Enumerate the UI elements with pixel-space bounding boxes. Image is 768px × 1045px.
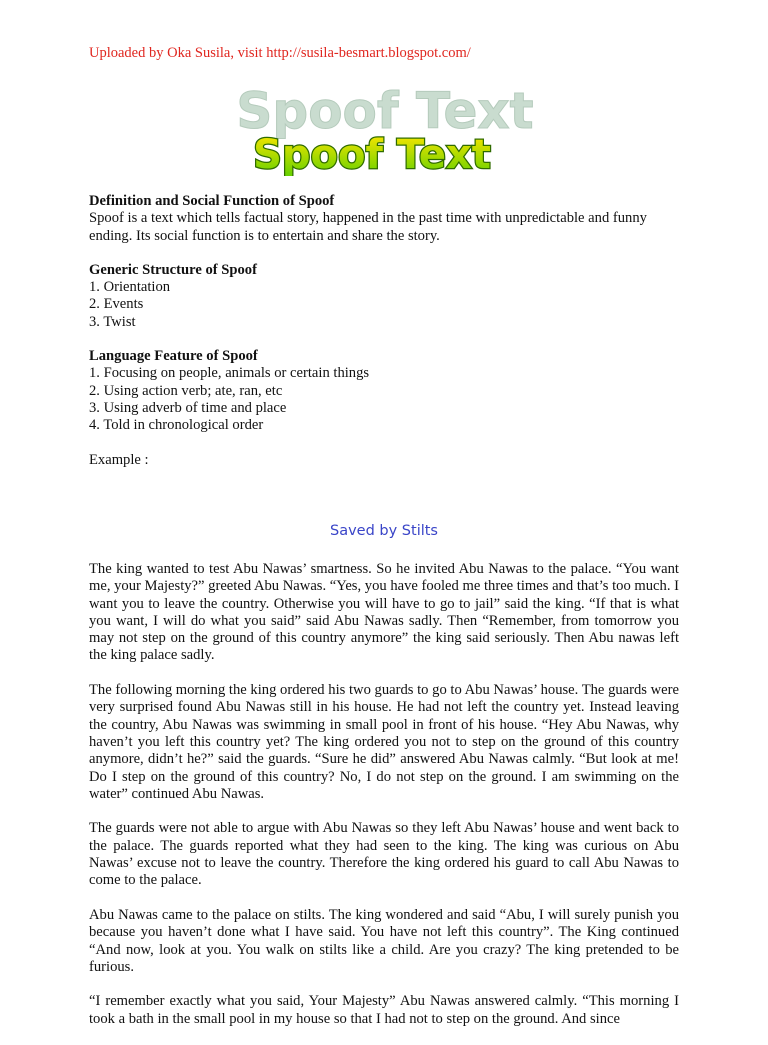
generic-structure-item: 1. Orientation	[89, 279, 171, 296]
language-feature-item: 4. Told in chronological order	[89, 417, 264, 434]
story-paragraph: The guards were not able to argue with Abu Nawas so they left Abu Nawas’ house and went back to the palace. The guards reported what they had seen to the king. The king was curious on Abu Nawas’ excuse not to leave the country. Therefore the king ordered his guard to call Abu Nawas to come to the palace.	[89, 820, 679, 889]
generic-structure-item: 2. Events	[89, 296, 144, 313]
generic-structure-item: 3. Twist	[89, 313, 136, 330]
logo-main-text: Spoof Text	[253, 132, 491, 176]
upload-note: Uploaded by Oka Susila, visit http://susila-besmart.blogspot.com/	[89, 45, 471, 61]
logo-shadow-text: Spoof Text	[236, 84, 534, 140]
language-feature-heading: Language Feature of Spoof	[89, 348, 258, 365]
story-paragraph: Abu Nawas came to the palace on stilts. The king wondered and said “Abu, I will surely punish you because you haven’t done what I have said. You have not left this country”. The King continued “And now, look at you. You walk on stilts like a child. Are you crazy? The king pretended to be furious.	[89, 906, 679, 975]
generic-structure-heading: Generic Structure of Spoof	[89, 261, 257, 278]
story-paragraph: The following morning the king ordered his two guards to go to Abu Nawas’ house. The guards were very surprised found Abu Nawas still in his house. He had not left the country yet. Instead leaving the country, Abu Nawas was swimming in small pool in front of his house. “Hey Abu Nawas, why haven’t you left this country yet? The king ordered you not to step on the ground of this country anymore, didn’t he?” said the guards. “Sure he did” answered Abu Nawas calmly. “But look at me! Do I step on the ground of this country? No, I do not step on the ground. I am swimming on the water” continued Abu Nawas.	[89, 682, 679, 802]
language-feature-item: 1. Focusing on people, animals or certain things	[89, 365, 370, 382]
intro-content	[89, 193, 679, 469]
story-paragraph: “I remember exactly what you said, Your Majesty” Abu Nawas answered calmly. “This morning I took a bath in the small pool in my house so that I had not to step on the ground. And since	[89, 993, 679, 1027]
definition-body: Spoof is a text which tells factual story, happened in the past time with unpredictable and funny ending. Its social function is to entertain and share the story.	[89, 210, 647, 244]
spoof-text-logo	[190, 84, 580, 176]
story-body	[89, 561, 679, 1045]
language-feature-item: 2. Using action verb; ate, ran, etc	[89, 382, 283, 399]
language-feature-item: 3. Using adverb of time and place	[89, 399, 287, 416]
example-label: Example :	[89, 451, 149, 468]
definition-heading: Definition and Social Function of Spoof	[89, 193, 335, 209]
story-title: Saved by Stilts	[330, 523, 438, 539]
spoof-text-logo-art	[190, 84, 580, 176]
story-paragraph: The king wanted to test Abu Nawas’ smartness. So he invited Abu Nawas to the palace. “You want me, your Majesty?” greeted Abu Nawas. “Yes, you have fooled me three times and that’s too much. I want you to leave the country. Otherwise you will have to go to jail” said the king. “If that is what you want, I will do what you said” said Abu Nawas sadly. Then “Remember, from tomorrow you may not step on the ground of this country anymore” the king said seriously. Then Abu nawas left the king palace sadly.	[89, 561, 679, 664]
